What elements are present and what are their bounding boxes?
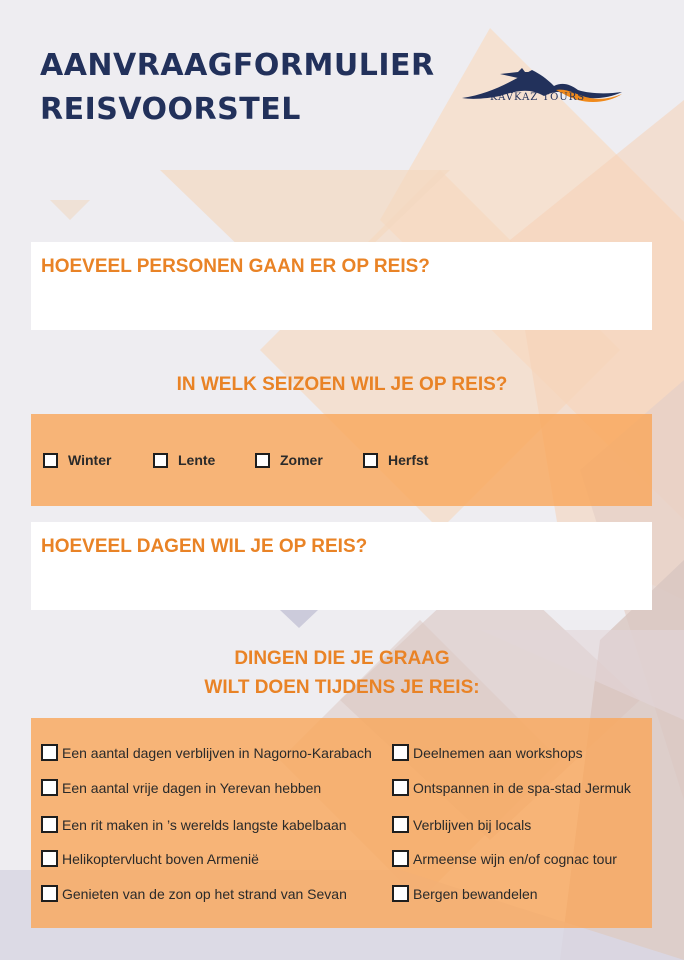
season-option-zomer[interactable] [255,452,323,468]
lente-checkbox[interactable] [153,453,168,468]
winter-checkbox[interactable] [43,453,58,468]
season-label: Lente [178,452,216,468]
season-panel [31,414,652,506]
season-option-winter[interactable] [43,452,111,468]
title-line-1: AANVRAAGFORMULIER [40,48,435,83]
activity-label: Een aantal dagen verblijven in Nagorno-Karabach [62,744,372,761]
days-field[interactable] [31,522,652,610]
activity-item[interactable] [392,816,531,833]
activity-item[interactable] [41,744,372,761]
activity-label: Armeense wijn en/of cognac tour [413,850,617,867]
activity-label: Ontspannen in de spa-stad Jermuk [413,779,631,796]
activity-item[interactable] [392,744,583,761]
season-option-herfst[interactable] [363,452,428,468]
season-heading: IN WELK SEIZOEN WIL JE OP REIS? [176,374,508,395]
zomer-checkbox[interactable] [255,453,270,468]
activity-checkbox[interactable] [41,885,58,902]
activity-label: Verblijven bij locals [413,816,532,833]
activity-label: Een aantal vrije dagen in Yerevan hebben [62,779,322,796]
activities-heading-line-2: WILT DOEN TIJDENS JE REIS: [204,677,480,698]
activity-item[interactable] [392,779,631,796]
activity-checkbox[interactable] [392,779,409,796]
activity-item[interactable] [41,885,347,902]
logo-text: KAVKAZ TOURS [490,92,586,103]
activity-label: Helikoptervlucht boven Armenië [62,850,259,867]
activity-item[interactable] [392,850,617,867]
persons-field[interactable] [31,242,652,330]
activity-item[interactable] [41,816,347,833]
herfst-checkbox[interactable] [363,453,378,468]
activities-heading [0,644,684,702]
activity-item[interactable] [41,779,321,796]
season-label: Herfst [388,452,429,468]
activity-checkbox[interactable] [41,850,58,867]
season-label: Winter [68,452,112,468]
days-question-label: HOEVEEL DAGEN WIL JE OP REIS? [41,536,368,557]
activity-label: Deelnemen aan workshops [413,744,583,761]
season-label: Zomer [280,452,323,468]
title-line-2: REISVOORSTEL [40,92,301,127]
activity-label: Bergen bewandelen [413,885,538,902]
activities-panel [31,718,652,928]
page-title [40,44,435,132]
activity-checkbox[interactable] [41,744,58,761]
activity-label: Genieten van de zon op het strand van Sevan [62,885,347,902]
persons-question-label: HOEVEEL PERSONEN GAAN ER OP REIS? [41,256,430,277]
activity-item[interactable] [392,885,538,902]
brand-logo [460,60,624,110]
activity-item[interactable] [41,850,259,867]
activity-checkbox[interactable] [392,816,409,833]
activity-checkbox[interactable] [392,850,409,867]
activity-checkbox[interactable] [41,779,58,796]
activity-checkbox[interactable] [41,816,58,833]
activity-label: Een rit maken in ’s werelds langste kabelbaan [62,816,347,833]
activity-checkbox[interactable] [392,885,409,902]
season-option-lente[interactable] [153,452,215,468]
activity-checkbox[interactable] [392,744,409,761]
activities-heading-line-1: DINGEN DIE JE GRAAG [234,648,450,669]
